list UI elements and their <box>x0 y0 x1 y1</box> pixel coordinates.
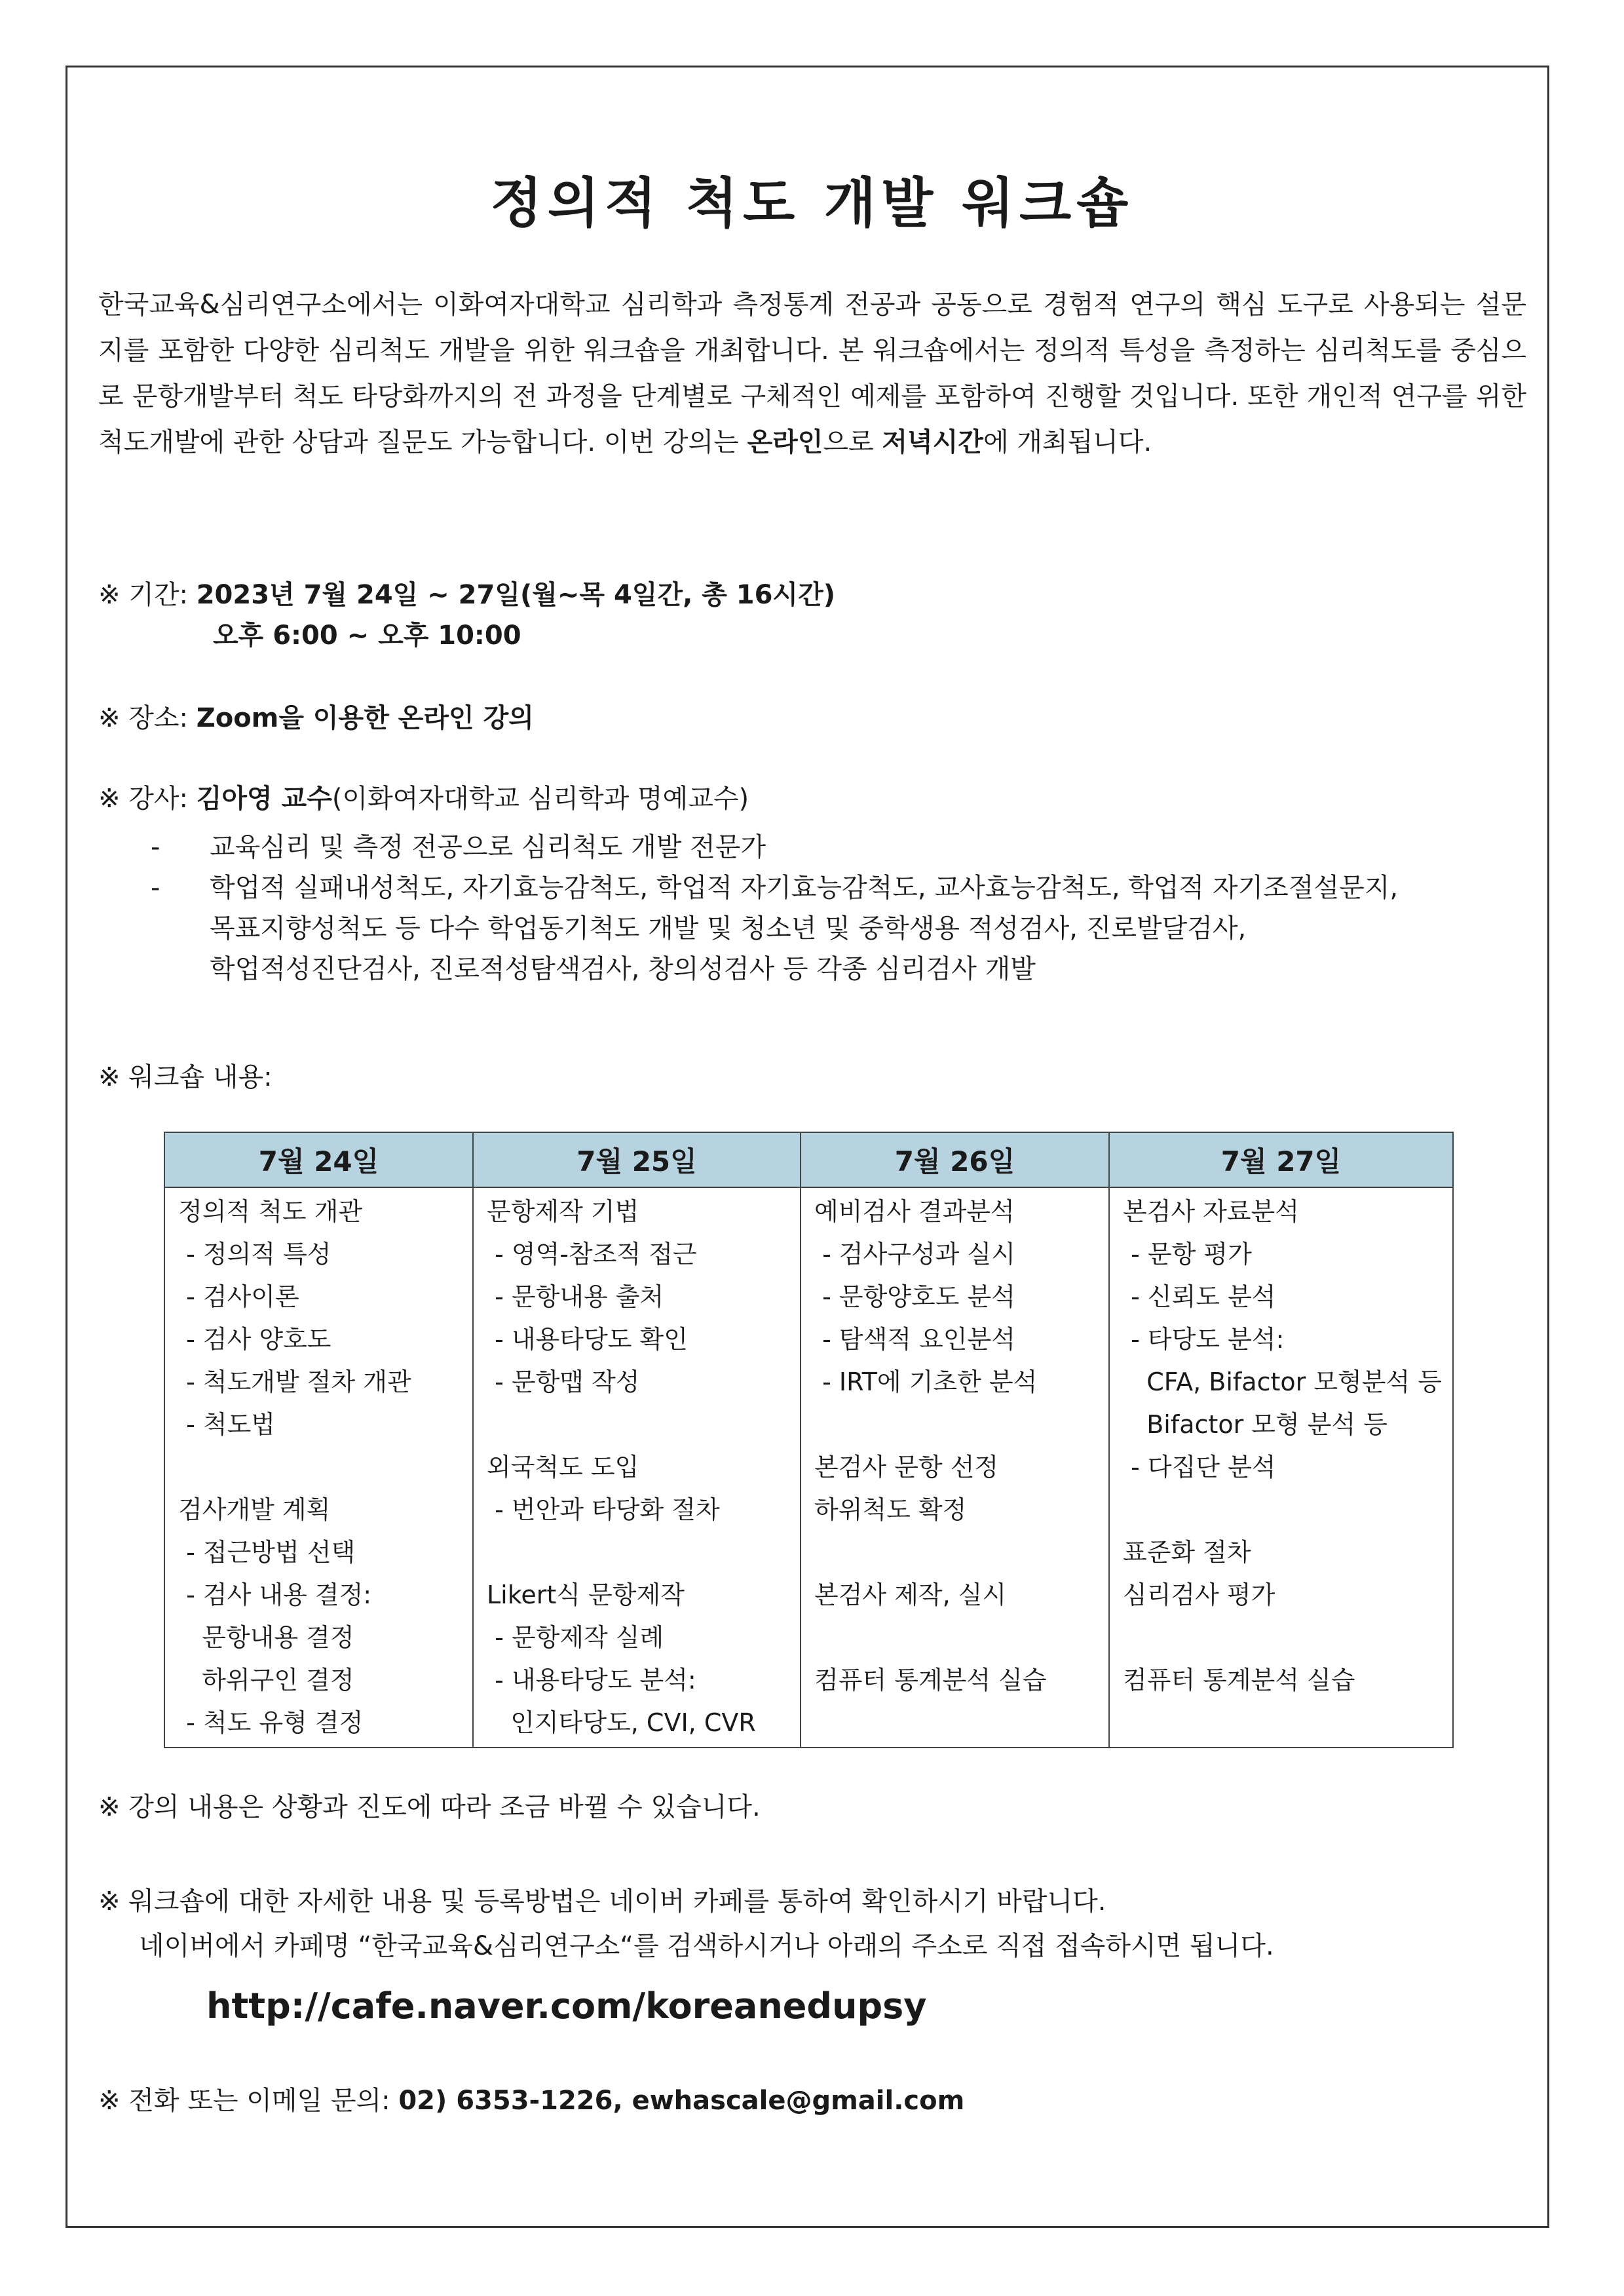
schedule-column-2 <box>473 1187 801 1748</box>
table-row <box>164 1187 1453 1748</box>
schedule-cell-line: - 탐색적 요인분석 <box>814 1325 1015 1354</box>
schedule-cell-line: 본검사 자료분석 <box>1123 1197 1300 1226</box>
period-time: 오후 6:00 ~ 오후 10:00 <box>213 621 521 651</box>
schedule-cell-line <box>814 1531 1097 1574</box>
schedule-day-3: 7월 26일 <box>801 1132 1109 1187</box>
schedule-cell-line: 인지타당도, CVI, CVR <box>487 1708 756 1737</box>
period-label: ※ 기간: <box>98 580 197 610</box>
note-registration-line2: 네이버에서 카페명 “한국교육&심리연구소“를 검색하시거나 아래의 주소로 직접 접속하시면 됩니다. <box>139 1931 1274 1961</box>
schedule-cell-line: - 검사이론 <box>178 1282 299 1311</box>
schedule-cell-line: - 척도개발 절차 개관 <box>178 1368 411 1396</box>
schedule-cell-line: - 다집단 분석 <box>1123 1453 1276 1482</box>
schedule-cell-line: 정의적 척도 개관 <box>178 1197 363 1226</box>
note-registration-line1: ※ 워크숍에 대한 자세한 내용 및 등록방법은 네이버 카페를 통하여 확인하시기 바랍니다. <box>98 1886 1106 1917</box>
instructor-name: 김아영 교수 <box>196 784 332 814</box>
schedule-cell-line: - 문항내용 출처 <box>487 1282 664 1311</box>
period-value: 2023년 7월 24일 ~ 27일(월~목 4일간, 총 16시간) <box>196 580 835 610</box>
schedule-day-2: 7월 25일 <box>473 1132 801 1187</box>
contact-label: ※ 전화 또는 이메일 문의: <box>98 2086 399 2116</box>
schedule-cell-line: - 문항 평가 <box>1123 1240 1252 1269</box>
schedule-cell-line: 문항제작 기법 <box>487 1197 639 1226</box>
schedule-cell-line <box>487 1404 788 1446</box>
list-item: - 교육심리 및 측정 전공으로 심리척도 개발 전문가 <box>151 832 766 862</box>
schedule-cell-line: 하위구인 결정 <box>178 1666 354 1694</box>
note-content-change: ※ 강의 내용은 상황과 진도에 따라 조금 바뀔 수 있습니다. <box>98 1792 761 1822</box>
schedule-day-1: 7월 24일 <box>164 1132 473 1187</box>
intro-bold-online: 온라인 <box>747 427 823 457</box>
cafe-url-link[interactable]: http://cafe.naver.com/koreanedupsy <box>206 1985 927 2027</box>
schedule-column-4 <box>1109 1187 1453 1748</box>
list-item: - 학업적 실패내성척도, 자기효능감척도, 학업적 자기효능감척도, 교사효능감척도, 학업적 자기조절설문지, <box>151 873 1399 903</box>
schedule-cell-line: 문항내용 결정 <box>178 1623 354 1652</box>
schedule-cell-line: 컴퓨터 통계분석 실습 <box>1123 1666 1355 1694</box>
schedule-cell-line: CFA, Bifactor 모형분석 등 <box>1123 1368 1442 1396</box>
intro-text-3: 에 개최됩니다. <box>983 427 1152 457</box>
schedule-cell-line: - 정의적 특성 <box>178 1240 331 1269</box>
schedule-cell-line: 예비검사 결과분석 <box>814 1197 1015 1226</box>
schedule-cell-line: 본검사 제작, 실시 <box>814 1580 1007 1609</box>
list-item: 학업적성진단검사, 진로적성탐색검사, 창의성검사 등 각종 심리검사 개발 <box>210 954 1036 984</box>
schedule-cell-line: - 문항맵 작성 <box>487 1368 640 1396</box>
note-registration <box>98 1879 1274 1968</box>
contact-value: 02) 6353-1226, ewhascale@gmail.com <box>398 2086 965 2116</box>
schedule-cell-line: - 문항양호도 분석 <box>814 1282 1015 1311</box>
schedule-cell-line: - 검사 양호도 <box>178 1325 331 1354</box>
contact-section <box>98 2080 964 2121</box>
schedule-cell-line: Likert식 문항제작 <box>487 1580 685 1609</box>
schedule-cell-line: - 접근방법 선택 <box>178 1538 356 1567</box>
schedule-cell-line <box>1123 1702 1441 1744</box>
schedule-cell-line: - 검사구성과 실시 <box>814 1240 1015 1269</box>
schedule-cell-line: - 번안과 타당화 절차 <box>487 1495 720 1524</box>
schedule-cell-line <box>814 1702 1097 1744</box>
schedule-cell-line: - IRT에 기초한 분석 <box>814 1368 1038 1396</box>
schedule-cell-line <box>178 1446 461 1489</box>
contents-label: ※ 워크숍 내용: <box>98 1062 273 1092</box>
schedule-cell-line: - 타당도 분석: <box>1123 1325 1285 1354</box>
instructor-affiliation: (이화여자대학교 심리학과 명예교수) <box>331 784 749 814</box>
intro-bold-evening: 저녁시간 <box>882 427 983 457</box>
schedule-cell-line <box>814 1404 1097 1446</box>
instructor-label: ※ 강사: <box>98 784 197 814</box>
instructor-section <box>98 778 749 819</box>
schedule-cell-line: - 신뢰도 분석 <box>1123 1282 1276 1311</box>
page-title: 정의적 척도 개발 워크숍 <box>490 172 1134 235</box>
schedule-cell-line: - 내용타당도 확인 <box>487 1325 688 1354</box>
place-section <box>98 698 534 738</box>
schedule-cell-line: - 척도법 <box>178 1410 275 1439</box>
schedule-cell-line: 컴퓨터 통계분석 실습 <box>814 1666 1047 1694</box>
schedule-cell-line: - 검사 내용 결정: <box>178 1580 372 1609</box>
schedule-cell-line: - 영역-참조적 접근 <box>487 1240 697 1269</box>
schedule-column-1 <box>164 1187 473 1748</box>
schedule-cell-line: 표준화 절차 <box>1123 1538 1251 1567</box>
schedule-cell-line: 외국척도 도입 <box>487 1453 639 1482</box>
schedule-day-4: 7월 27일 <box>1109 1132 1453 1187</box>
schedule-cell-line: 심리검사 평가 <box>1123 1580 1275 1609</box>
schedule-cell-line <box>1123 1617 1441 1659</box>
schedule-cell-line <box>814 1617 1097 1659</box>
schedule-cell-line: - 내용타당도 분석: <box>487 1666 696 1694</box>
place-label: ※ 장소: <box>98 703 197 733</box>
schedule-cell-line: 검사개발 계획 <box>178 1495 331 1524</box>
schedule-cell-line: 하위척도 확정 <box>814 1495 967 1524</box>
intro-paragraph <box>98 282 1526 465</box>
schedule-cell-line: 본검사 문항 선정 <box>814 1453 999 1482</box>
schedule-cell-line <box>487 1531 788 1574</box>
period-section <box>98 575 835 656</box>
schedule-cell-line: Bifactor 모형 분석 등 <box>1123 1410 1388 1439</box>
place-value: Zoom을 이용한 온라인 강의 <box>196 703 534 733</box>
schedule-cell-line: - 문항제작 실례 <box>487 1623 664 1652</box>
schedule-cell-line: - 척도 유형 결정 <box>178 1708 364 1737</box>
schedule-cell-line <box>1123 1489 1441 1531</box>
instructor-bullets <box>98 827 1398 989</box>
list-item: 목표지향성척도 등 다수 학업동기척도 개발 및 청소년 및 중학생용 적성검사, 진로발달검사, <box>210 913 1247 944</box>
schedule-table <box>164 1132 1454 1748</box>
schedule-header-row <box>164 1132 1453 1187</box>
intro-text-2: 으로 <box>823 427 882 457</box>
schedule-column-3 <box>801 1187 1109 1748</box>
intro-text-1: 한국교육&심리연구소에서는 이화여자대학교 심리학과 측정통계 전공과 공동으로 경험적 연구의 핵심 도구로 사용되는 설문지를 포함한 다양한 심리척도 개발을 위한 워크숍을 개최합니다. 본 워크숍에서는 정의적 특성을 측정하는 심리척도를 중심으로 문항개발부터 척도 타당화까지의 전 과정을 단계별로 구체적인 예제를 포함하여 진행할 것입니다. 또한 개인적 연구를 위한 척도개발에 관한 상담과 질문도 가능합니다. 이번 강의는 <box>98 290 1526 457</box>
